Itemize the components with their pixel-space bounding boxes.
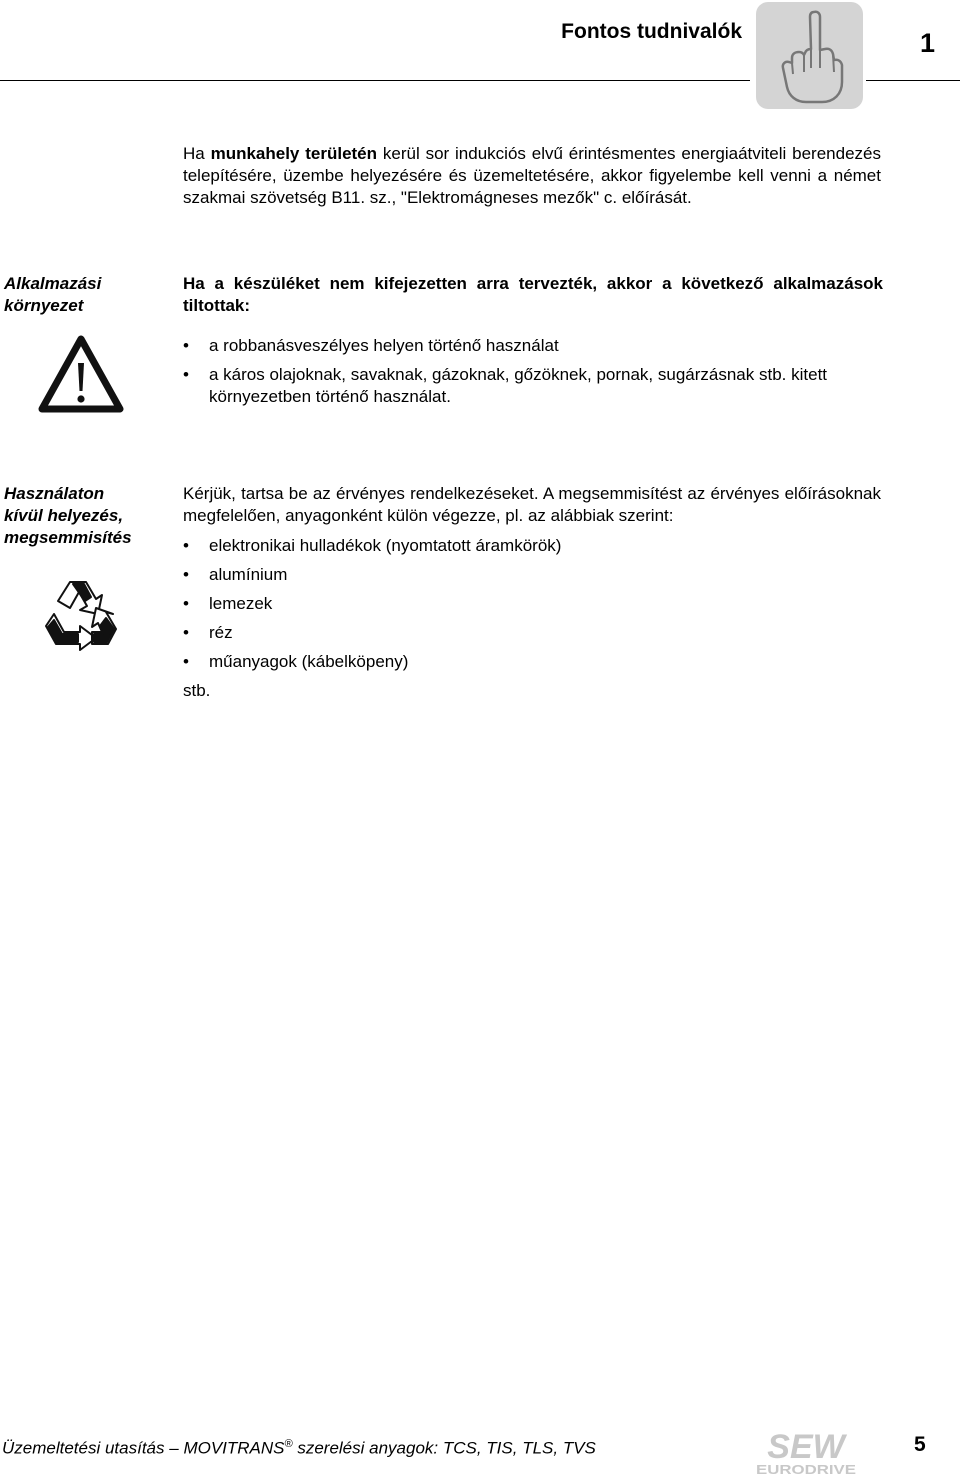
intro-suffix: kerül sor indukciós elvű érintésmentes energiaátviteli berendezés telepítésére, üzembe helyezésére és üzemeltetésére, akkor figyelembe kell venni a német szakmai szövetség B11. sz., "Elektromágneses mezők" c. előírását.: [183, 144, 881, 207]
footer-document-title: [2, 1438, 596, 1459]
svg-text:SEW: SEW: [767, 1428, 845, 1466]
disposal-side-label-line3: megsemmisítés: [4, 528, 132, 547]
footer-prefix: Üzemeltetési utasítás: [2, 1438, 170, 1458]
list-item: • elektronikai hulladékok (nyomtatott áramkörök): [183, 535, 883, 557]
list-item: • a robbanásveszélyes helyen történő használat: [183, 335, 883, 357]
list-item: • a káros olajoknak, savaknak, gázoknak, gőzöknek, pornak, sugárzásnak stb. kitett környezetben történő használat.: [183, 364, 883, 408]
intro-bold-phrase: munkahely területén: [210, 144, 378, 163]
pointing-finger-icon: [756, 2, 863, 109]
disposal-trailer: stb.: [183, 681, 211, 700]
disposal-side-label-line2: kívül helyezés,: [4, 506, 124, 525]
footer-dash: –: [169, 1438, 184, 1458]
svg-text:EURODRIVE: EURODRIVE: [756, 1462, 857, 1476]
header-rule-right: [866, 80, 960, 81]
recycle-icon: [40, 574, 122, 661]
intro-prefix: Ha: [183, 144, 211, 163]
footer-suffix: szerelési anyagok: TCS, TIS, TLS, TVS: [292, 1438, 596, 1458]
application-list: [183, 335, 883, 415]
registered-mark: ®: [284, 1438, 293, 1450]
application-side-label-line2: környezet: [4, 296, 84, 315]
list-item: • réz: [183, 622, 883, 644]
disposal-side-label-line1: Használaton: [4, 484, 105, 503]
page-title: Fontos tudnivalók: [561, 20, 742, 43]
page-number: 5: [914, 1433, 926, 1456]
chapter-number: 1: [920, 28, 936, 58]
intro-paragraph: [183, 143, 881, 209]
footer-product: MOVITRANS: [183, 1438, 285, 1458]
list-item: • alumínium: [183, 564, 883, 586]
application-lead: Ha a készüléket nem kifejezetten arra tervezték, akkor a következő alkalmazások tiltottak:: [183, 274, 883, 315]
list-item: • műanyagok (kábelköpeny): [183, 651, 883, 673]
disposal-list: [183, 535, 883, 680]
application-side-label: [4, 273, 101, 317]
disposal-lead: Kérjük, tartsa be az érvényes rendelkezéseket. A megsemmisítést az érvényes előírásoknak megfelelően, anyagonként külön végezze, pl. az alábbiak szerint:: [183, 484, 881, 525]
header-rule-left: [0, 80, 750, 81]
list-item: • lemezek: [183, 593, 883, 615]
disposal-side-label: [4, 483, 132, 549]
application-side-label-line1: Alkalmazási: [4, 274, 102, 293]
warning-triangle-icon: [36, 333, 126, 422]
sew-eurodrive-logo: [752, 1428, 860, 1476]
